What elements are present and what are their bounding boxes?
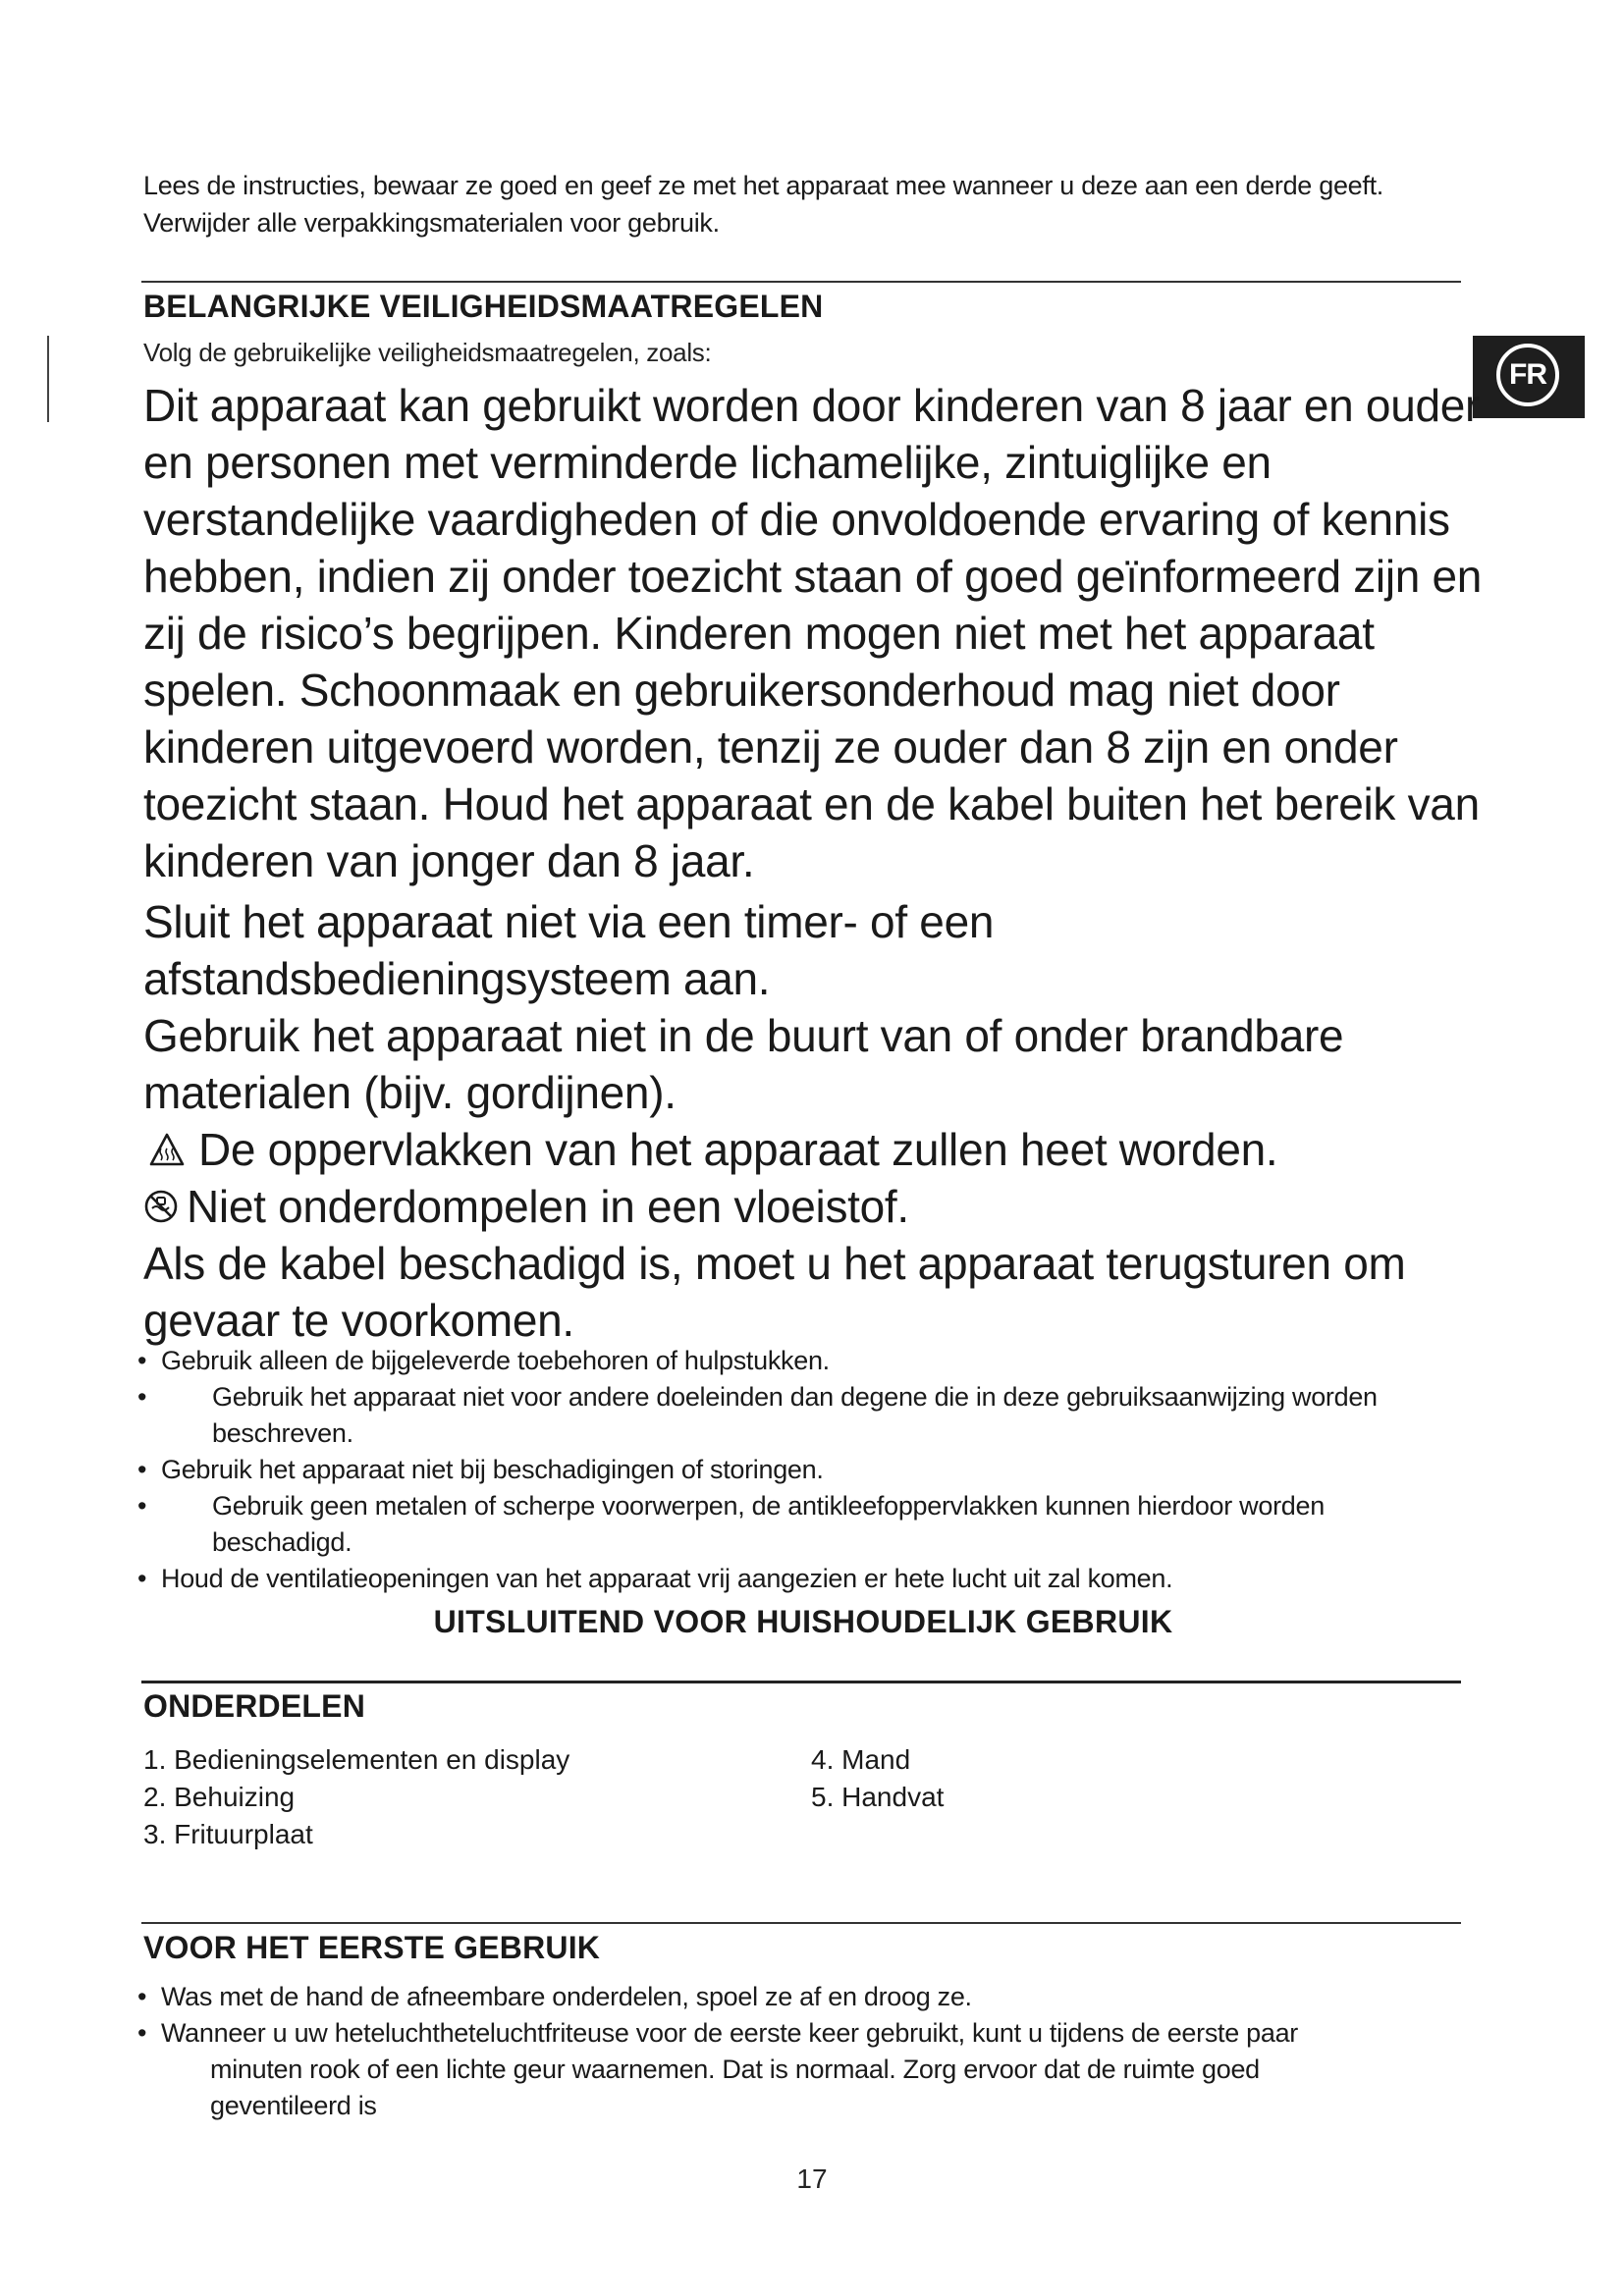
children-warning: Dit apparaat kan gebruikt worden door kinderen van 8 jaar en ouder en personen met verminderde lichamelijke, zintuiglijke en verstandelijke vaardigheden of die onvoldoende ervaring of kennis hebben, indien zij onder toezicht staan of goed geïnformeerd zijn en zij de risico’s begrijpen. Kinderen mogen niet met het apparaat spelen. Schoonmaak en gebruikersonderhoud mag niet door kinderen uitgevoerd worden, tenzij ze ouder dan 8 zijn en onder toezicht staan. Houd het apparaat en de kabel buiten het bereik van kinderen van jonger dan 8 jaar. [143,380,1483,886]
no-immerse-text: Niet onderdompelen in een vloeistof. [187,1181,909,1232]
safety-bullet-list [134,1343,1449,1597]
list-item: • Gebruik alleen de bijgeleverde toebehoren of hulpstukken. [134,1343,1449,1379]
section-divider [141,281,1461,283]
list-item-line: Wanneer u uw heteluchtheteluchtfriteuse voor de eerste keer gebruikt, kunt u tijdens de eerste paar [161,2018,1298,2048]
parts-title: ONDERDELEN [143,1688,366,1724]
section-divider [141,1681,1461,1683]
language-badge [1473,336,1585,418]
list-item-line: geventileerd is [210,2091,377,2120]
list-item: • Was met de hand de afneembare onderdelen, spoel ze af en droog ze. [134,1979,1449,2015]
curtains-warning: Gebruik het apparaat niet in de buurt van of onder brandbare materialen (bijv. gordijnen). [143,1010,1344,1118]
page-number: 17 [796,2163,828,2194]
section-divider [141,1922,1461,1924]
no-immerse-icon [143,1189,179,1224]
intro-text: Lees de instructies, bewaar ze goed en geef ze met het apparaat mee wanneer u deze aan een derde geeft. Verwijder alle verpakkingsmaterialen voor gebruik. [143,171,1383,238]
list-item: • Gebruik het apparaat niet voor andere doeleinden dan degene die in deze gebruiksaanwijzing worden beschreven. [134,1379,1449,1452]
safety-subtitle: Volg de gebruikelijke veiligheidsmaatregelen, zoals: [143,338,712,367]
list-item: • Gebruik geen metalen of scherpe voorwerpen, de antikleefoppervlakken kunnen hierdoor worden beschadigd. [134,1488,1449,1561]
hot-surface-text: De oppervlakken van het apparaat zullen heet worden. [198,1124,1278,1175]
list-item-line: minuten rook of een lichte geur waarnemen. Dat is normaal. Zorg ervoor dat de ruimte goed [210,2055,1260,2084]
list-item [134,2015,1449,2124]
household-only-notice: UITSLUITEND VOOR HUISHOUDELIJK GEBRUIK [433,1604,1173,1639]
language-badge-label: FR [1496,344,1559,406]
hot-surface-icon [149,1132,185,1167]
list-item: 1. Bedieningselementen en display [143,1744,570,1775]
first-use-title: VOOR HET EERSTE GEBRUIK [143,1930,601,1965]
list-item: 2. Behuizing [143,1782,296,1812]
list-item: 3. Frituurplaat [143,1819,313,1849]
list-item: 4. Mand [811,1744,911,1775]
parts-list-left [143,1741,569,1853]
safety-title: BELANGRIJKE VEILIGHEIDSMAATREGELEN [143,289,824,324]
no-immerse-warning [143,1178,1489,1235]
first-use-bullet-list [134,1979,1449,2124]
timer-warning: Sluit het apparaat niet via een timer- of een afstandsbedieningsysteem aan. [143,896,995,1004]
parts-list-right [811,1741,944,1816]
cable-warning: Als de kabel beschadigd is, moet u het apparaat terugsturen om gevaar te voorkomen. [143,1238,1406,1346]
margin-mark [47,336,49,422]
hot-surface-warning [149,1121,1494,1178]
list-item: 5. Handvat [811,1782,945,1812]
list-item: • Houd de ventilatieopeningen van het apparaat vrij aangezien er hete lucht uit zal komen. [134,1561,1449,1597]
list-item: • Gebruik het apparaat niet bij beschadigingen of storingen. [134,1452,1449,1488]
